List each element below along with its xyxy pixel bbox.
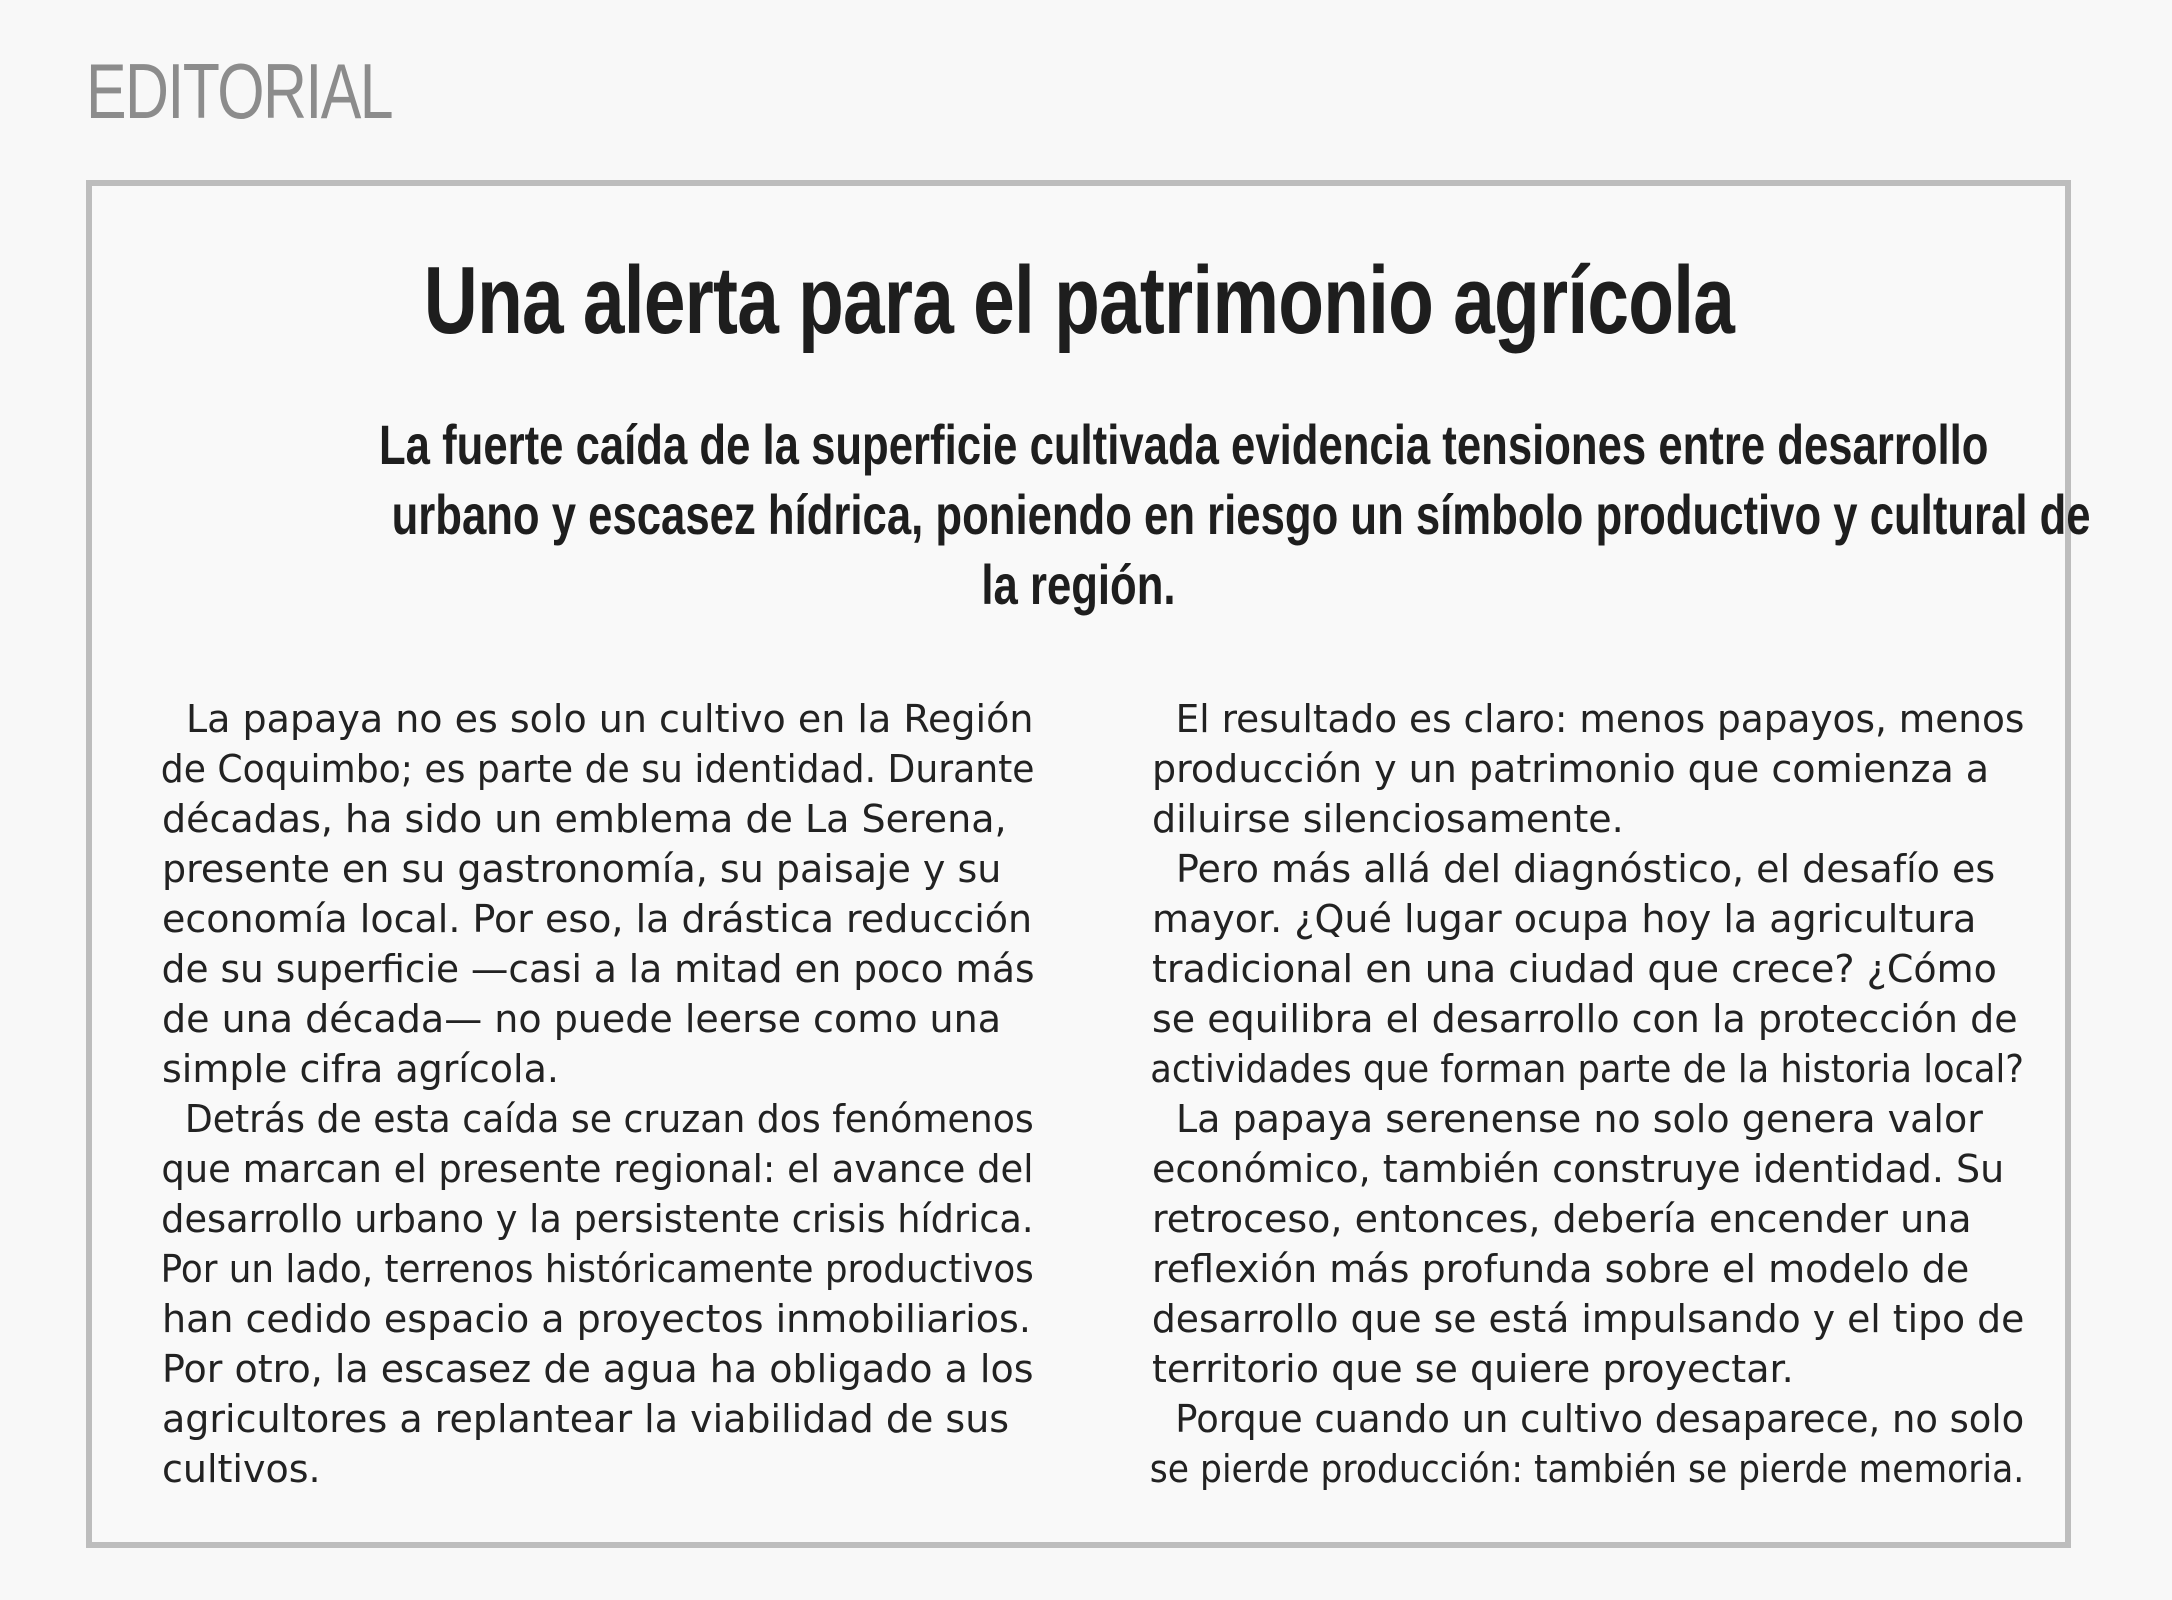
body-line: Pero más allá del diagnóstico, el desafío es — [1176, 847, 1996, 891]
body-line: mayor. ¿Qué lugar ocupa hoy la agricultura — [1152, 897, 1977, 941]
body-line: se pierde producción: también se pierde memoria. — [1149, 1447, 2025, 1491]
body-line: territorio que se quiere proyectar. — [1152, 1347, 1794, 1391]
body-line: que marcan el presente regional: el avance del — [161, 1147, 1034, 1191]
body-line: El resultado es claro: menos papayos, menos — [1175, 697, 2025, 741]
body-line: actividades que forman parte de la historia local? — [1150, 1047, 2024, 1091]
editorial-frame — [86, 180, 2091, 1548]
body-paragraph — [1128, 1094, 2024, 1394]
body-line: de su superficie —casi a la mitad en poco más — [161, 947, 1035, 991]
body-line: presente en su gastronomía, su paisaje y su — [162, 847, 1002, 891]
subhead — [152, 410, 2091, 620]
body-line: La papaya serenense no solo genera valor — [1176, 1097, 1983, 1141]
body-paragraph — [1128, 694, 2024, 844]
subhead-line-text: urbano y escasez hídrica, poniendo en riesgo un símbolo productivo y cultural de — [391, 483, 2091, 546]
body-line: economía local. Por eso, la drástica reducción — [162, 897, 1033, 941]
body-line: económico, también construye identidad. Su — [1152, 1147, 2005, 1191]
section-label: EDITORIAL — [86, 47, 393, 135]
body-paragraph — [1128, 844, 2024, 1094]
body-line: tradicional en una ciudad que crece? ¿Cómo — [1152, 947, 1997, 991]
body-line: han cedido espacio a proyectos inmobiliarios. — [162, 1297, 1031, 1341]
body-column-left — [138, 694, 1034, 1494]
body-line: Por un lado, terrenos históricamente productivos — [160, 1247, 1034, 1291]
body-line: de Coquimbo; es parte de su identidad. Durante — [160, 747, 1035, 791]
body-line: se equilibra el desarrollo con la protección de — [1152, 997, 2018, 1041]
subhead-line — [152, 550, 2005, 620]
body-paragraph — [138, 694, 1034, 1094]
subhead-line — [152, 410, 2005, 480]
body-line: La papaya no es solo un cultivo en la Región — [186, 697, 1034, 741]
body-line: retroceso, entonces, debería encender una — [1152, 1197, 1972, 1241]
body-line: simple cifra agrícola. — [162, 1047, 559, 1091]
body-line: cultivos. — [162, 1447, 321, 1491]
body-line: reflexión más profunda sobre el modelo de — [1152, 1247, 1970, 1291]
body-line: desarrollo que se está impulsando y el tipo de — [1151, 1297, 2025, 1341]
subhead-line-text: La fuerte caída de la superficie cultivada evidencia tensiones entre desarrollo — [378, 413, 1989, 476]
subhead-line-text: la región. — [981, 553, 1176, 616]
body-line: Porque cuando un cultivo desaparece, no solo — [1175, 1397, 2025, 1441]
headline — [92, 246, 2065, 356]
headline-text: Una alerta para el patrimonio agrícola — [423, 247, 1734, 354]
body-line: décadas, ha sido un emblema de La Serena, — [162, 797, 1007, 841]
body-paragraph — [1128, 1394, 2024, 1494]
body-line: desarrollo urbano y la persistente crisis hídrica. — [161, 1197, 1034, 1241]
body-line: producción y un patrimonio que comienza a — [1152, 747, 1990, 791]
body-line: diluirse silenciosamente. — [1152, 797, 1624, 841]
body-paragraph — [138, 1094, 1034, 1494]
body-line: de una década— no puede leerse como una — [162, 997, 1001, 1041]
body-line: Por otro, la escasez de agua ha obligado a los — [162, 1347, 1034, 1391]
body-column-right — [1128, 694, 2024, 1494]
body-line: agricultores a replantear la viabilidad de sus — [162, 1397, 1010, 1441]
subhead-line — [152, 480, 2091, 550]
body-line: Detrás de esta caída se cruzan dos fenómenos — [184, 1097, 1034, 1141]
